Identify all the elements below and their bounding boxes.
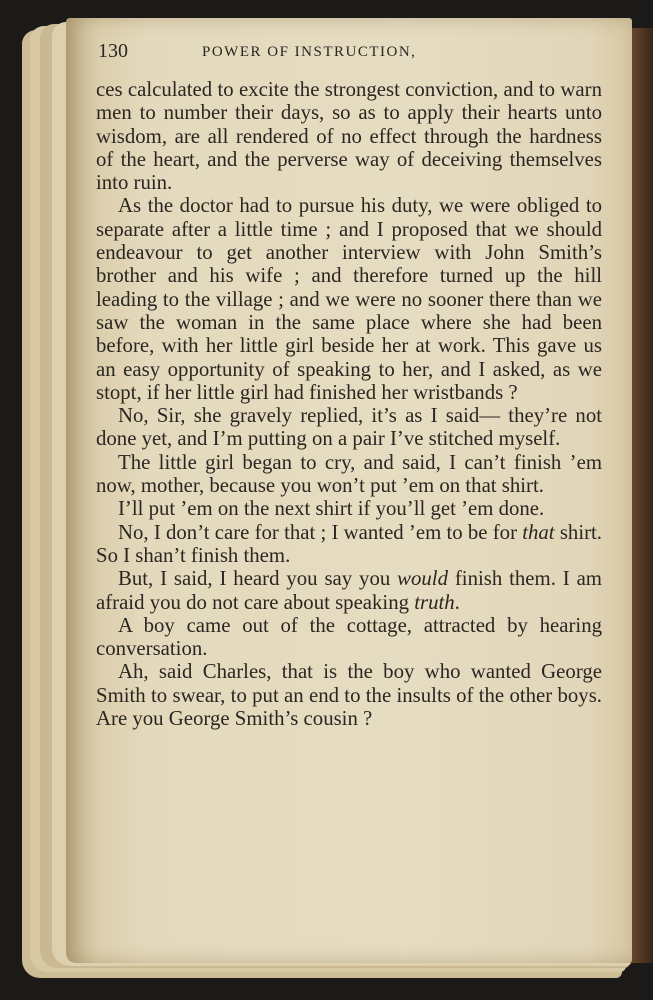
italic-text: would xyxy=(397,567,448,591)
book-cover-edge xyxy=(629,28,653,963)
italic-text: that xyxy=(522,520,555,544)
page-header xyxy=(98,40,598,70)
text-run: . xyxy=(454,590,460,614)
italic-text: truth xyxy=(414,590,455,614)
paragraph xyxy=(96,567,602,614)
text-run: finish them. I am afraid you do not care about speaking xyxy=(96,567,602,614)
text-run: No, I don’t care for that ; I wanted ’em to be for xyxy=(118,520,523,544)
paragraph: Ah, said Charles, that is the boy who wanted George Smith to swear, to put an end to the insults of the other boys. Are you George Smith’s cousin ? xyxy=(96,660,602,731)
paragraph: As the doctor had to pursue his duty, we were obliged to separate after a little time ; and I proposed that we should endeavour to get another interview with John Smith’s brother and his wife ; and therefore turned up the hill leading to the village ; and we were no sooner there than we saw the woman in the same place where she had been before, with her little girl beside her at work. This gave us an easy opportunity of speaking to her, and I asked, as we stopt, if her little girl had finished her wristbands ? xyxy=(96,194,602,404)
paragraph: ces calculated to excite the strongest conviction, and to warn men to number their days, so as to apply their hearts unto wisdom, are all rendered of no effect through the hardness of the heart, and the perverse way of deceiving themselves into ruin. xyxy=(96,78,602,195)
text-run: But, I said, I heard you say you xyxy=(118,567,398,591)
paragraph xyxy=(96,521,602,568)
body-text xyxy=(96,78,602,730)
page-number: 130 xyxy=(98,40,128,62)
running-title: POWER OF INSTRUCTION, xyxy=(202,44,417,60)
text-run: shirt. So I shan’t finish them. xyxy=(96,520,602,567)
paragraph: I’ll put ’em on the next shirt if you’ll get ’em done. xyxy=(118,497,545,521)
paragraph: A boy came out of the cottage, attracted by hearing conversation. xyxy=(96,613,602,661)
paragraph: No, Sir, she gravely replied, it’s as I said— they’re not done yet, and I’m putting on a pair I’ve stitched myself. xyxy=(96,404,602,451)
paragraph: The little girl began to cry, and said, I can’t finish ’em now, mother, because you won’t put ’em on that shirt. xyxy=(96,450,602,498)
